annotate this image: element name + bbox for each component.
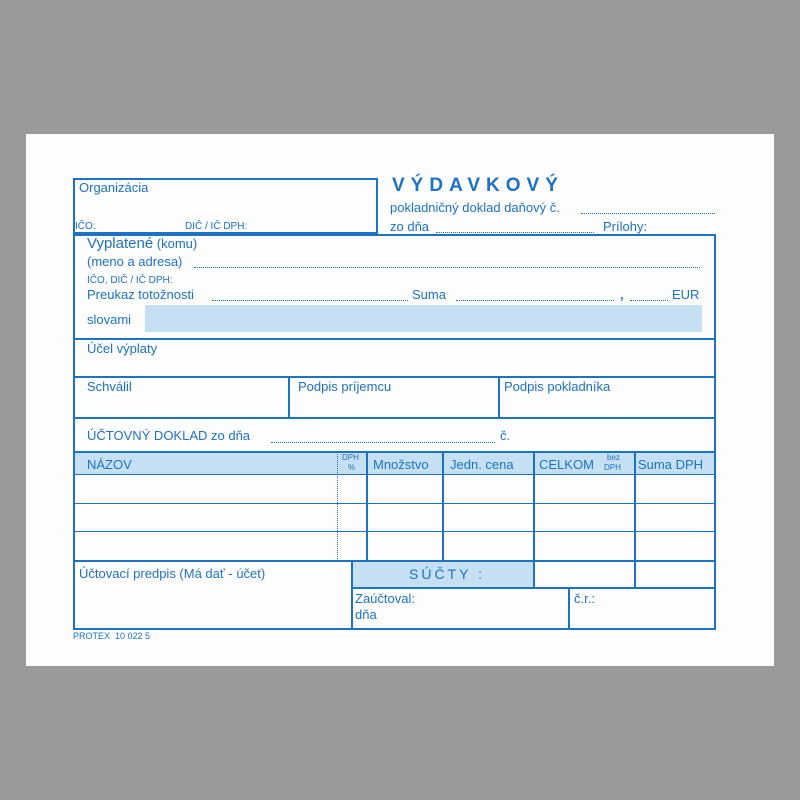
row-number-label: č.r.: <box>574 591 595 606</box>
col-name-header: NÁZOV <box>87 457 132 472</box>
name-address-label: (meno a adresa) <box>87 254 183 269</box>
printer-mark: PROTEX 10 022 5 <box>73 631 151 641</box>
signature-divider-2 <box>498 376 500 419</box>
totals-divider-1 <box>533 560 535 589</box>
comma-separator: , <box>620 287 624 302</box>
totals-divider-2 <box>634 560 636 589</box>
ico-dic-label: IČO, DIČ / IČ DPH: <box>87 275 173 286</box>
date-label: zo dňa <box>390 219 430 234</box>
attachments-label: Prílohy: <box>603 219 648 234</box>
total-divider <box>533 452 535 562</box>
id-card-label: Preukaz totožnosti <box>87 287 194 302</box>
signature-divider-1 <box>288 376 290 419</box>
document-number-line <box>581 213 715 214</box>
cents-line <box>630 300 668 301</box>
accounting-document-label: ÚČTOVNÝ DOKLAD zo dňa <box>87 428 251 443</box>
in-words-field[interactable] <box>145 305 702 332</box>
quantity-divider <box>366 452 368 562</box>
col-vat-sum-header: Suma DPH <box>638 457 704 472</box>
col-vat-percent: % <box>348 463 356 472</box>
dic-label: DIČ / IČ DPH: <box>185 221 248 232</box>
signatures-box <box>73 376 716 419</box>
id-card-line <box>212 300 408 301</box>
organization-label: Organizácia <box>79 180 149 195</box>
purpose-label: Účel výplaty <box>87 341 158 356</box>
posted-date-label: dňa <box>355 607 377 622</box>
accounting-date-line <box>271 442 495 443</box>
date-line <box>436 232 594 233</box>
approved-label: Schválil <box>87 379 132 394</box>
table-header-line <box>73 474 716 475</box>
table-row-line-2 <box>73 531 716 532</box>
table-row-line-1 <box>73 503 716 504</box>
posted-by-label: Zaúčtoval: <box>355 591 415 606</box>
purpose-box <box>73 338 716 378</box>
form-sheet <box>26 134 774 666</box>
name-address-line <box>194 267 700 268</box>
col-total-without: bez <box>607 453 620 462</box>
col-total-header: CELKOM <box>539 457 594 472</box>
col-vat-header: DPH <box>342 453 359 462</box>
recipient-signature-label: Podpis príjemcu <box>298 379 392 394</box>
dph-divider-left <box>337 452 338 561</box>
totals-label: SÚČTY : <box>409 566 485 582</box>
paid-to-label: Vyplatené (komu) <box>87 235 198 252</box>
sum-label: Suma <box>412 287 446 302</box>
ico-label: IČO: <box>75 221 96 232</box>
in-words-label: slovami <box>87 312 132 327</box>
col-total-vat: DPH <box>604 463 621 472</box>
posted-by-divider <box>568 587 570 630</box>
form-subtitle: pokladničný doklad daňový č. <box>390 200 560 215</box>
accounting-prescription-label: Účtovací predpis (Má dať - účet) <box>79 566 266 581</box>
form-title: VÝDAVKOVÝ <box>392 175 564 196</box>
cashier-signature-label: Podpis pokladníka <box>504 379 611 394</box>
col-unit-price-header: Jedn. cena <box>450 457 514 472</box>
unit-price-divider <box>442 452 444 562</box>
currency-label: EUR <box>672 287 700 302</box>
accounting-number-label: č. <box>500 428 511 443</box>
vat-sum-divider <box>634 452 636 562</box>
col-quantity-header: Množstvo <box>373 457 429 472</box>
sum-line <box>456 300 614 301</box>
